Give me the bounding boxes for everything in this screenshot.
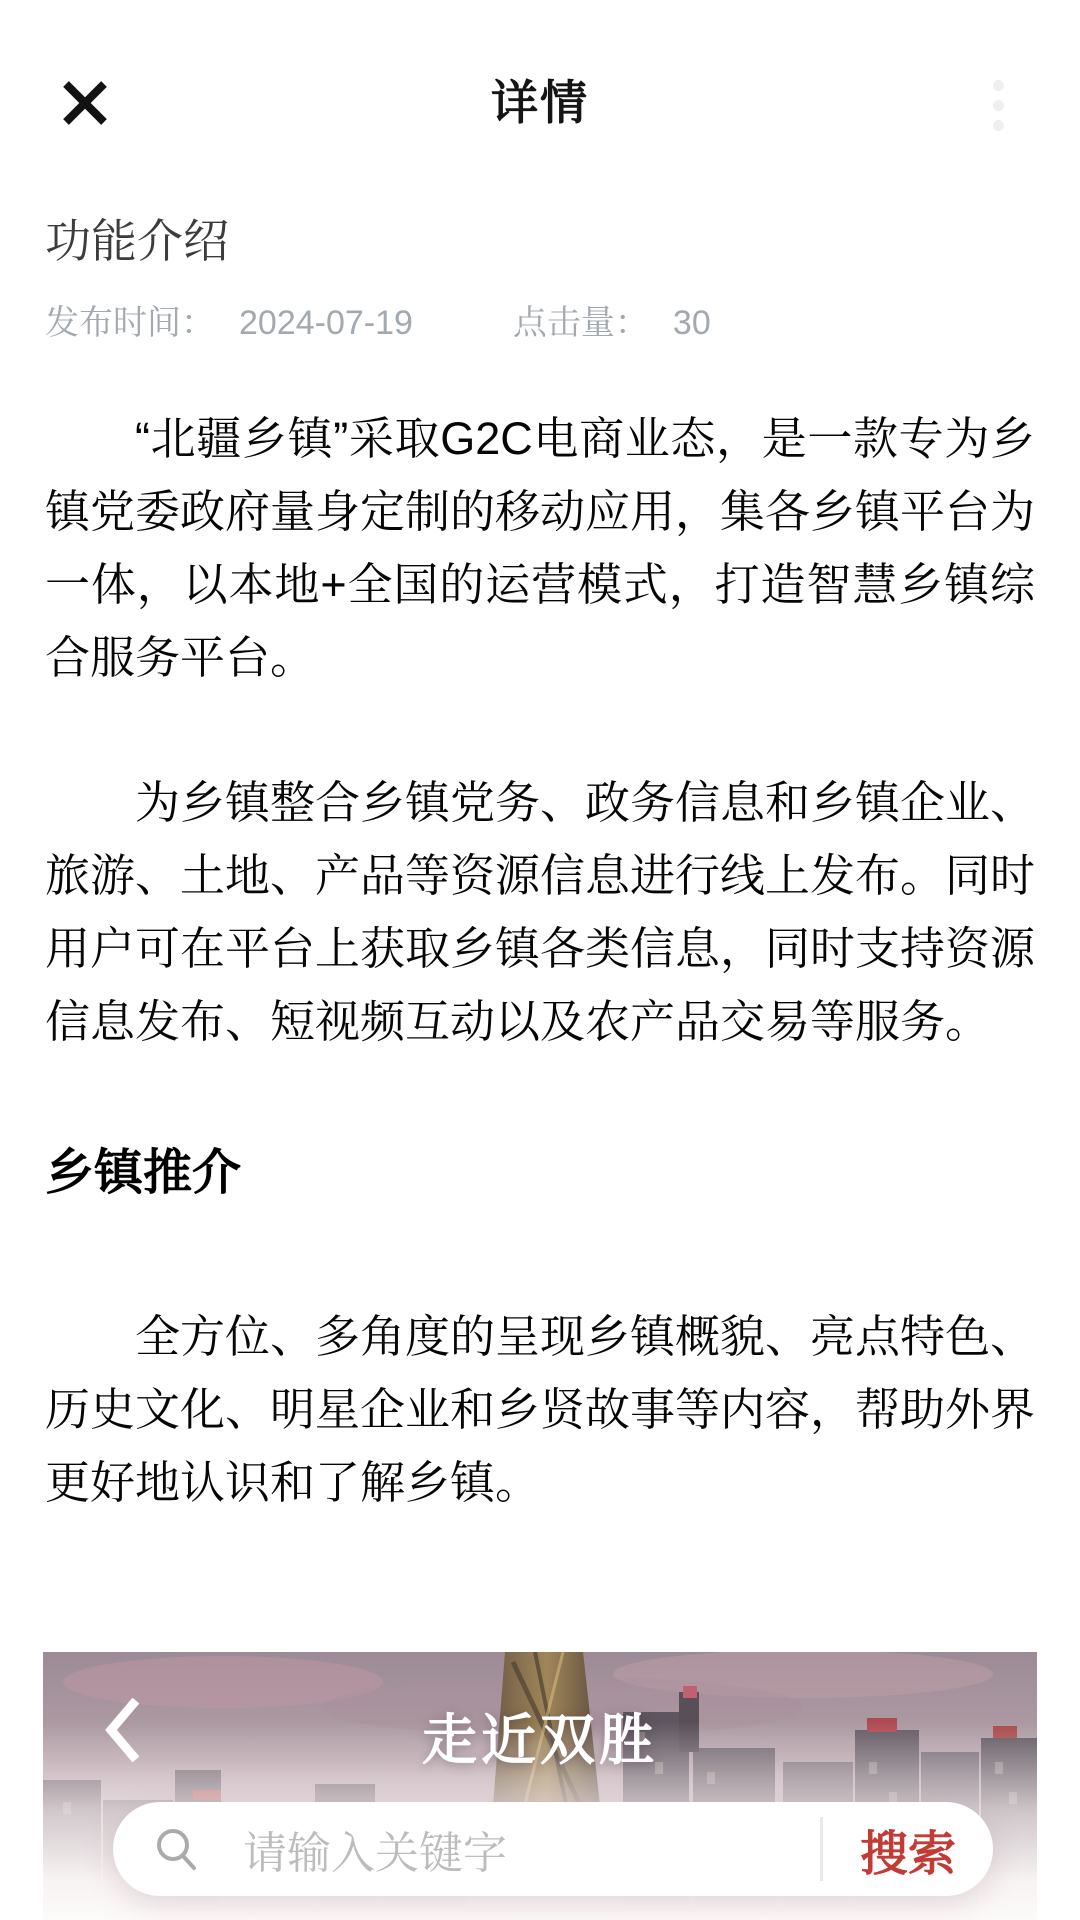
embed-search-placeholder: 请输入关键字 [243,1829,507,1878]
more-menu-icon [993,100,1004,111]
section-title: 乡镇推介 [45,1146,242,1200]
embed-header [43,1652,1037,1782]
embed-search-button: 搜索 [859,1827,956,1881]
article-title: 功能介绍 [45,215,229,267]
article-content [0,150,1080,1519]
publish-time-value: 2024-07-19 [239,304,413,342]
embed-search-bar [113,1802,993,1896]
embed-title: 走近双胜 [421,1709,658,1771]
paragraph: 全方位、多角度的呈现乡镇概貌、亮点特色、历史文化、明星企业和乡贤故事等内容，帮助外界更好地认识和了解乡镇。 [45,1311,1036,1508]
article-meta [45,302,1035,344]
more-menu-icon [993,120,1004,131]
page-title: 详情 [491,76,589,129]
embedded-screenshot-image[interactable] [43,1652,1037,1920]
search-icon [153,1825,201,1873]
more-menu-button[interactable] [974,70,1022,140]
views-label: 点击量： [512,304,649,342]
more-menu-icon [993,80,1004,91]
paragraph: 为乡镇整合乡镇党务、政务信息和乡镇企业、旅游、土地、产品等资源信息进行线上发布。同时用户可在平台上获取乡镇各类信息，同时支持资源信息发布、短视频互动以及农产品交易等服务。 [45,777,1036,1047]
top-bar [0,0,1080,150]
paragraph: “北疆乡镇”采取G2C电商业态，是一款专为乡镇党委政府量身定制的移动应用，集各乡镇平台为一体，以本地+全国的运营模式，打造智慧乡镇综合服务平台。 [45,413,1036,683]
views-value: 30 [672,304,711,342]
publish-time-label: 发布时间： [45,304,215,342]
